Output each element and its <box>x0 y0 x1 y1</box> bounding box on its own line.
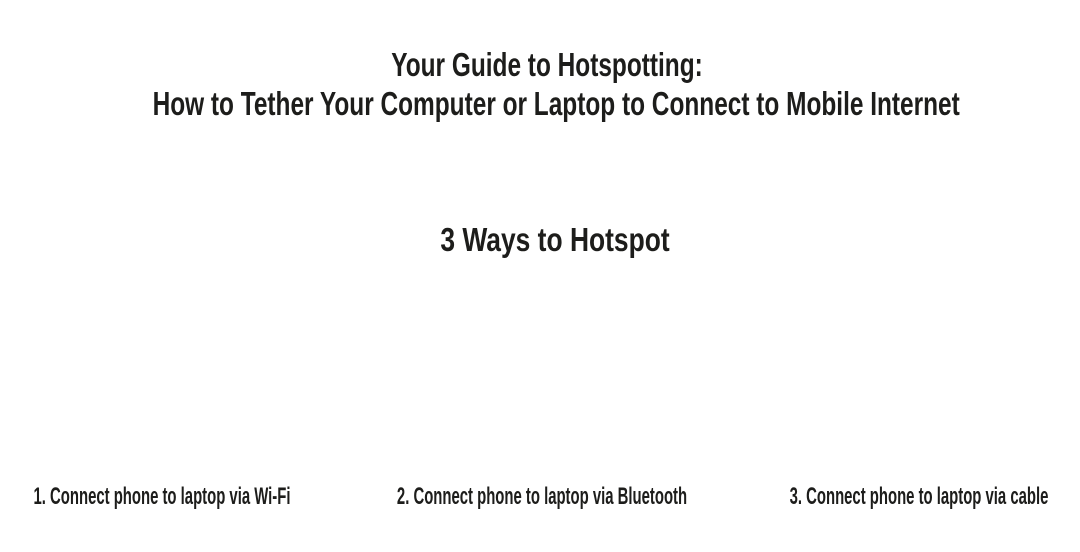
page-title <box>152 45 960 123</box>
step-caption-cable: 3. Connect phone to laptop via cable <box>789 483 1049 510</box>
step-caption-wifi: 1. Connect phone to laptop via Wi-Fi <box>33 483 291 510</box>
page-title-line-1: Your Guide to Hotspotting: <box>391 46 703 83</box>
step-caption-bluetooth: 2. Connect phone to laptop via Bluetooth <box>396 483 688 510</box>
section-subtitle: 3 Ways to Hotspot <box>440 221 670 258</box>
page-title-line-2: How to Tether Your Computer or Laptop to Connect to Mobile Internet <box>152 85 960 122</box>
